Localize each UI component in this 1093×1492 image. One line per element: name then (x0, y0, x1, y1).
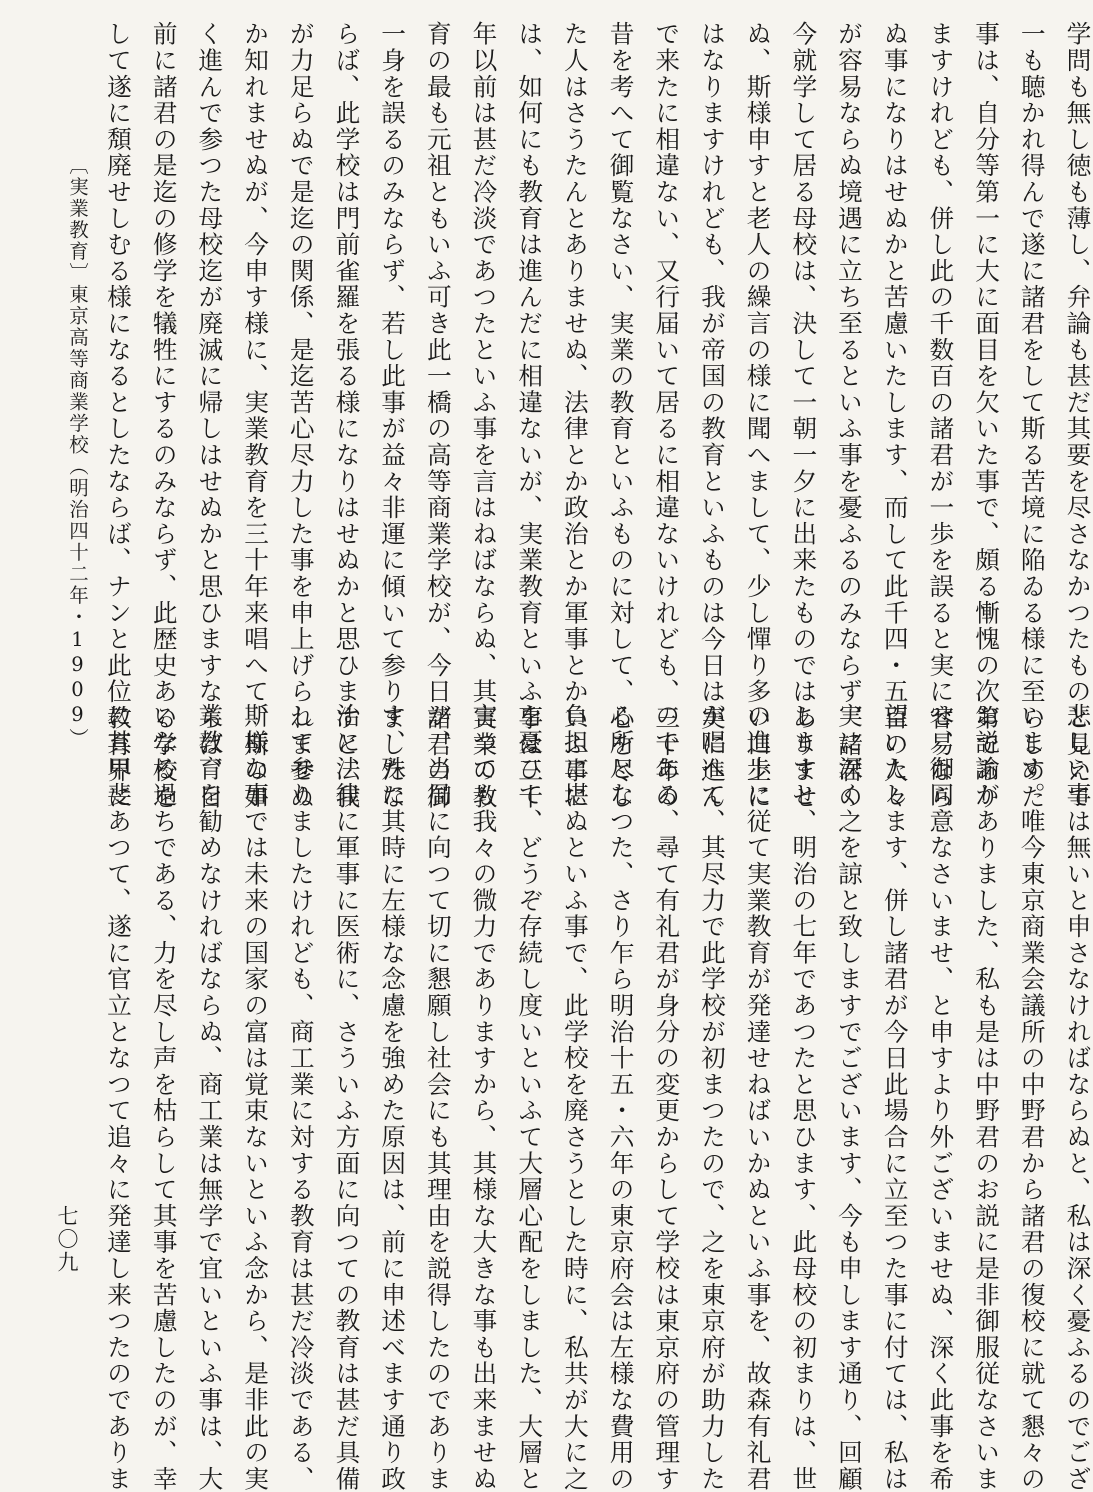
lower-text-column: 言つても我々の微力でありますから、其様な大きな事も出来ませぬ (469, 703, 499, 1492)
lower-text-block (102, 703, 1093, 1492)
upper-text-column: く進んで参つた母校迄が廃滅に帰しはせぬかと思ひますならば、目 (195, 21, 225, 810)
upper-text-column: が力足らぬで是迄の関係、是迄苦心尽力した事を申上げられませぬ (286, 21, 316, 810)
lower-text-column: います。唯今東京商業会議所の中野君から諸君の復校に就て懇々の (1017, 703, 1047, 1492)
upper-text-column: 事は、自分等第一に大に面目を欠いた事で、頗る慚愧の次第であり (972, 21, 1002, 810)
lower-text-column: の進歩に従て実業教育が発達せねばいかぬといふ事を、故森有礼君 (743, 703, 773, 1492)
upper-text-column: ぬ事になりはせぬかと苦慮いたします、而して此千四・五百の人々 (880, 21, 910, 810)
upper-text-column: は、如何にも教育は進んだに相違ないが、実業教育といふ事は三十 (515, 21, 545, 810)
upper-text-column: 一身を誤るのみならず、若し此事が益々非運に傾いて参りましたな (378, 21, 408, 810)
lower-text-column: いなる過ちである、力を尽し声を枯らして其事を苦慮したのが、幸 (149, 703, 179, 1492)
upper-text-column: 年以前は甚だ冷淡であつたといふ事を言はねばならぬ、其実業の教 (469, 21, 499, 810)
lower-text-column: せ、御同意なさいませ、と申すより外ございませぬ、深く此事を希 (926, 703, 956, 1492)
upper-text-block (102, 21, 1093, 810)
header-section: 〔実業教育〕 (66, 155, 89, 284)
upper-text-column: 一も聴かれ得んで遂に諸君をして斯る苦境に陥ゐる様に至らしめた (1017, 21, 1047, 810)
lower-text-column: が唱へて、其尽力で此学校が初まつたので、之を東京府が助力した (697, 703, 727, 1492)
upper-text-column: 育の最も元祖ともいふ可き此一橋の高等商業学校が、今日諸君の御 (423, 21, 453, 810)
upper-text-column: らば、此学校は門前雀羅を張る様になりはせぬかと思ひますと、我 (332, 21, 362, 810)
lower-text-column: す、殊に其時に左様な念慮を強めた原因は、前に申述べます通り政 (378, 703, 408, 1492)
header-year: （明治四十二年・1909） (66, 456, 89, 750)
lower-text-column: 治に法律に軍事に医術に、さういふ方面に向つての教育は甚だ具備 (332, 703, 362, 1492)
lower-text-column: 実に深く之を諒と致しますでございます、今も申します通り、回顧 (835, 703, 864, 1492)
lower-text-column: 望いたします、併し諸君が今日此場合に立至つた事に付ては、私は (880, 703, 910, 1492)
lower-text-column: が、当局に向つて切に懇願し社会にも其理由を説得したのでありま (423, 703, 453, 1492)
lower-text-column: して参りましたけれども、商工業に対する教育は甚だ冷淡である、 (286, 703, 316, 1492)
upper-text-column: 前に諸君の是迄の修学を犠牲にするのみならず、此歴史ある学校を (149, 21, 179, 810)
lower-text-column: 斯様な事では未来の国家の富は覚束ないといふ念から、是非此の実 (241, 703, 271, 1492)
lower-text-column: に其甲斐あつて、遂に官立となつて追々に発達し来つたのでありま (104, 703, 133, 1492)
upper-text-column: が容易ならぬ境遇に立ち至るといふ事を憂ふるのみならず、諸君の (835, 21, 864, 810)
upper-text-column: はなりますけれども、我が帝国の教育といふものは今日は実に進ん (697, 21, 727, 810)
lower-text-column: る所となつた、さり乍ら明治十五・六年の東京府会は左様な費用の (606, 703, 636, 1492)
lower-text-column: しますと、明治の七年であつたと思ひます、此母校の初まりは、世 (789, 703, 819, 1492)
upper-text-column: 昔を考へて御覧なさい、実業の教育といふものに対して、心を尽し (606, 21, 636, 810)
lower-text-column: 負担に堪ぬといふ事で、此学校を廃さうとした時に、私共が大に之 (560, 703, 590, 1492)
upper-text-column: か知れませぬが、今申す様に、実業教育を三十年来唱へて、斯の如 (241, 21, 271, 810)
lower-text-column: 悲しい事は無いと申さなければならぬと、私は深く憂ふるのでござ (1063, 703, 1093, 1492)
upper-text-column: して遂に頽廃せしむる様になるとしたならば、ナンと此位教育界に (104, 21, 133, 810)
lower-text-column: を憂ひて、どうぞ存続し度いといふて大層心配をしました、大層と (515, 703, 545, 1492)
lower-text-column: 業教育を勧めなければならぬ、商工業は無学で宜いといふ事は、大 (195, 703, 225, 1492)
upper-text-column: た人はさうたんとありませぬ、法律とか政治とか軍事とかいふ事に (560, 21, 590, 810)
upper-text-column: 学問も無し徳も薄し、弁論も甚だ其要を尽さなかつたものと見えて (1063, 21, 1093, 810)
upper-text-column: ぬ、斯様申すと老人の繰言の様に聞へまして、少し憚り多い口上に (743, 21, 773, 810)
upper-text-column: ますけれども、併し此の千数百の諸君が一歩を誤ると実に容易なら (926, 21, 956, 810)
upper-text-column: で来たに相違ない、又行届いて居るに相違ないけれども、三十年の (652, 21, 682, 810)
page-number: 七〇九 (55, 1205, 79, 1274)
upper-text-column: 今就学して居る母校は、決して一朝一夕に出来たものではありませ (789, 21, 819, 810)
header-school: 東京高等商業学校 (66, 284, 89, 456)
lower-text-column: お説諭がありました、私も是は中野君のお説に是非御服従なさいま (972, 703, 1002, 1492)
running-header (52, 155, 102, 750)
lower-text-column: のである、尋て有礼君が身分の変更からして学校は東京府の管理す (652, 703, 682, 1492)
